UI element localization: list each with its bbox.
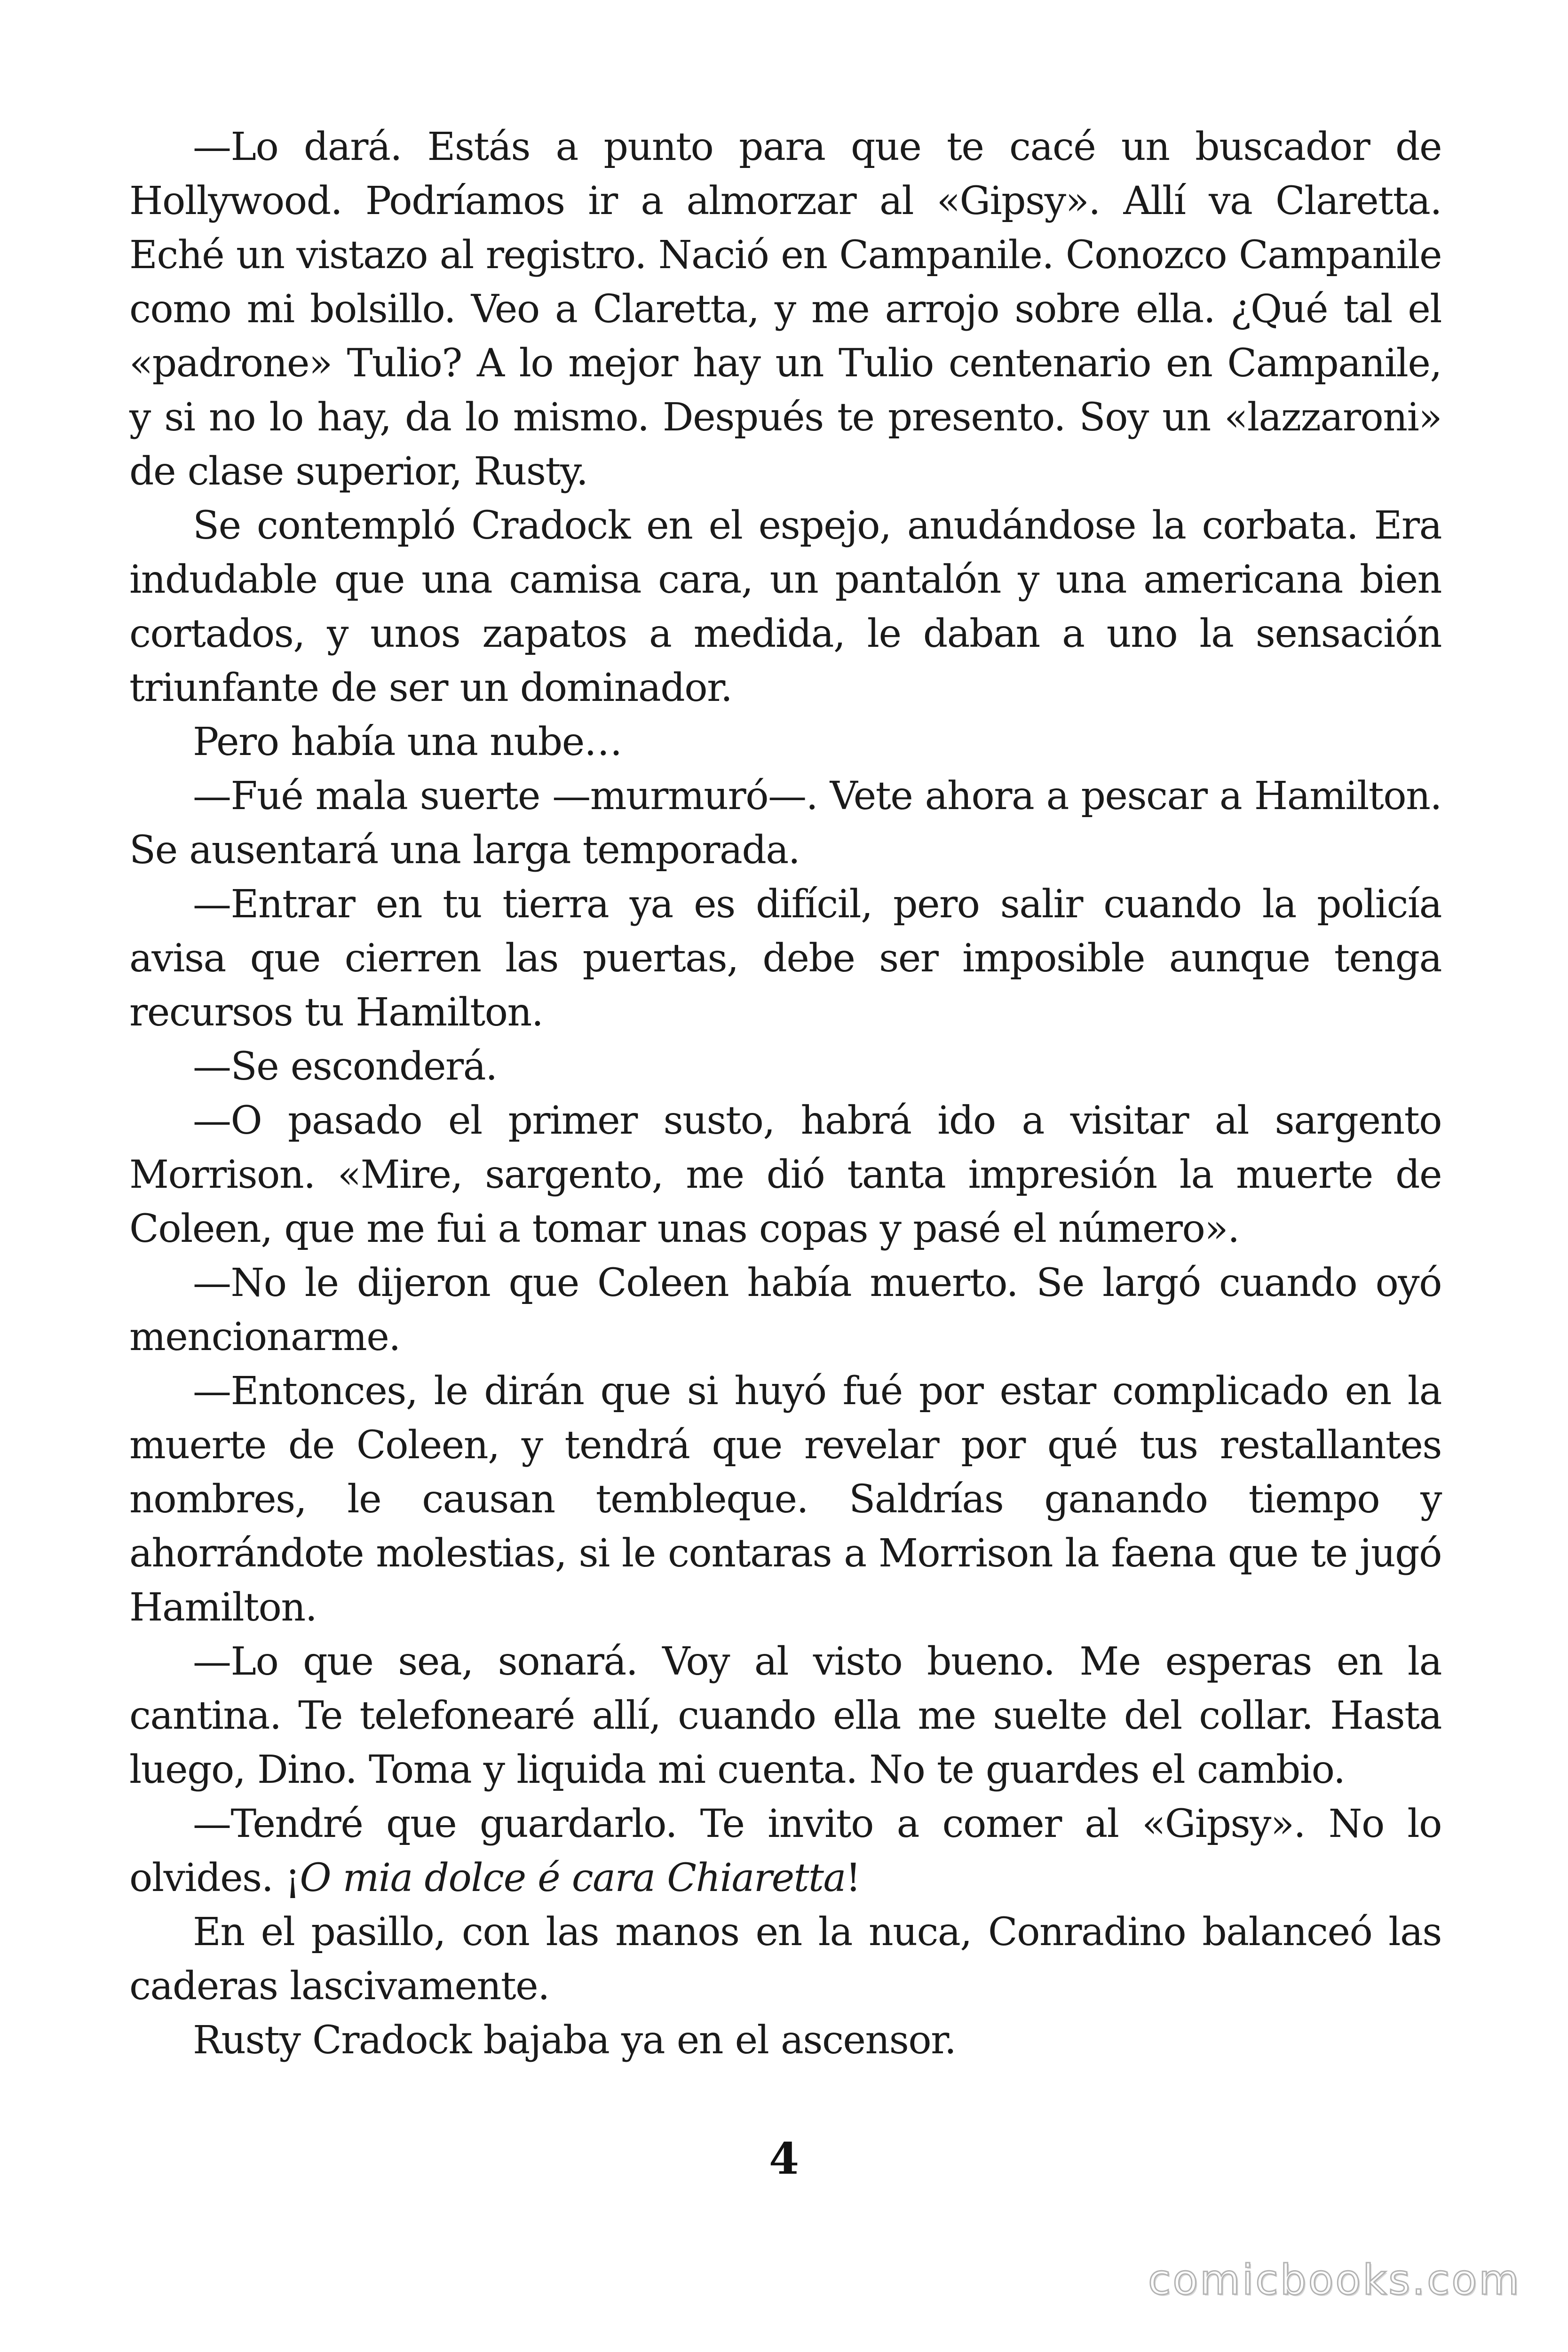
body-text: [129, 120, 1441, 2067]
paragraph: —Entrar en tu tierra ya es difícil, pero salir cuando la policía avisa que cierren las puertas, debe ser imposible aunque tenga recursos tu Hamilton.: [129, 882, 1441, 1035]
paragraph: Se contempló Cradock en el espejo, anudándose la corbata. Era indudable que una camisa cara, un pantalón y una americana bien cortados, y unos zapatos a medida, le daban a uno la sensación triunfante de ser un dominador.: [129, 503, 1441, 710]
paragraph: Rusty Cradock bajaba ya en el ascensor.: [193, 2018, 956, 2063]
paragraph-text-before: —Tendré que guardarlo. Te invito a comer al «Gipsy». No lo olvides. ¡: [129, 1802, 1441, 1900]
paragraph: —Lo dará. Estás a punto para que te cacé un buscador de Hollywood. Podríamos ir a almorzar al «Gipsy». Allí va Claretta. Eché un vistazo al registro. Nació en Campanile. Conozco Campanile como mi bolsillo. Veo a Claretta, y me arrojo sobre ella. ¿Qué tal el «padrone» Tulio? A lo mejor hay un Tulio centenario en Campanile, y si no lo hay, da lo mismo. Después te presento. Soy un «lazzaroni» de clase superior, Rusty.: [129, 125, 1441, 494]
page-number: 4: [768, 2133, 799, 2184]
paragraph-text-after: !: [845, 1856, 861, 1900]
paragraph: —Fué mala suerte —murmuró—. Vete ahora a pescar a Hamilton. Se ausentará una larga temporada.: [129, 774, 1441, 873]
paragraph: —O pasado el primer susto, habrá ido a visitar al sargento Morrison. «Mire, sargento, me dió tanta impresión la muerte de Coleen, que me fui a tomar unas copas y pasé el número».: [129, 1098, 1441, 1251]
paragraph: —Lo que sea, sonará. Voy al visto bueno. Me esperas en la cantina. Te telefonearé allí, cuando ella me suelte del collar. Hasta luego, Dino. Toma y liquida mi cuenta. No te guardes el cambio.: [129, 1639, 1441, 1792]
italic-phrase: O mia dolce é cara Chiaretta: [300, 1856, 846, 1900]
paragraph-with-italic: [129, 1797, 1441, 1905]
paragraph: —No le dijeron que Coleen había muerto. Se largó cuando oyó mencionarme.: [129, 1261, 1441, 1359]
paragraph: —Entonces, le dirán que si huyó fué por estar complicado en la muerte de Coleen, y tendrá que revelar por qué tus restallantes nombres, le causan tembleque. Saldrías ganando tiempo y ahorrándote molestias, si le contaras a Morrison la faena que te jugó Hamilton.: [129, 1369, 1441, 1630]
paragraph: Pero había una nube…: [193, 720, 622, 764]
paragraph: En el pasillo, con las manos en la nuca, Conradino balanceó las caderas lascivamente.: [129, 1910, 1441, 2009]
watermark: comicbooks.com: [1148, 2256, 1521, 2304]
paragraph: —Se esconderá.: [193, 1044, 497, 1089]
